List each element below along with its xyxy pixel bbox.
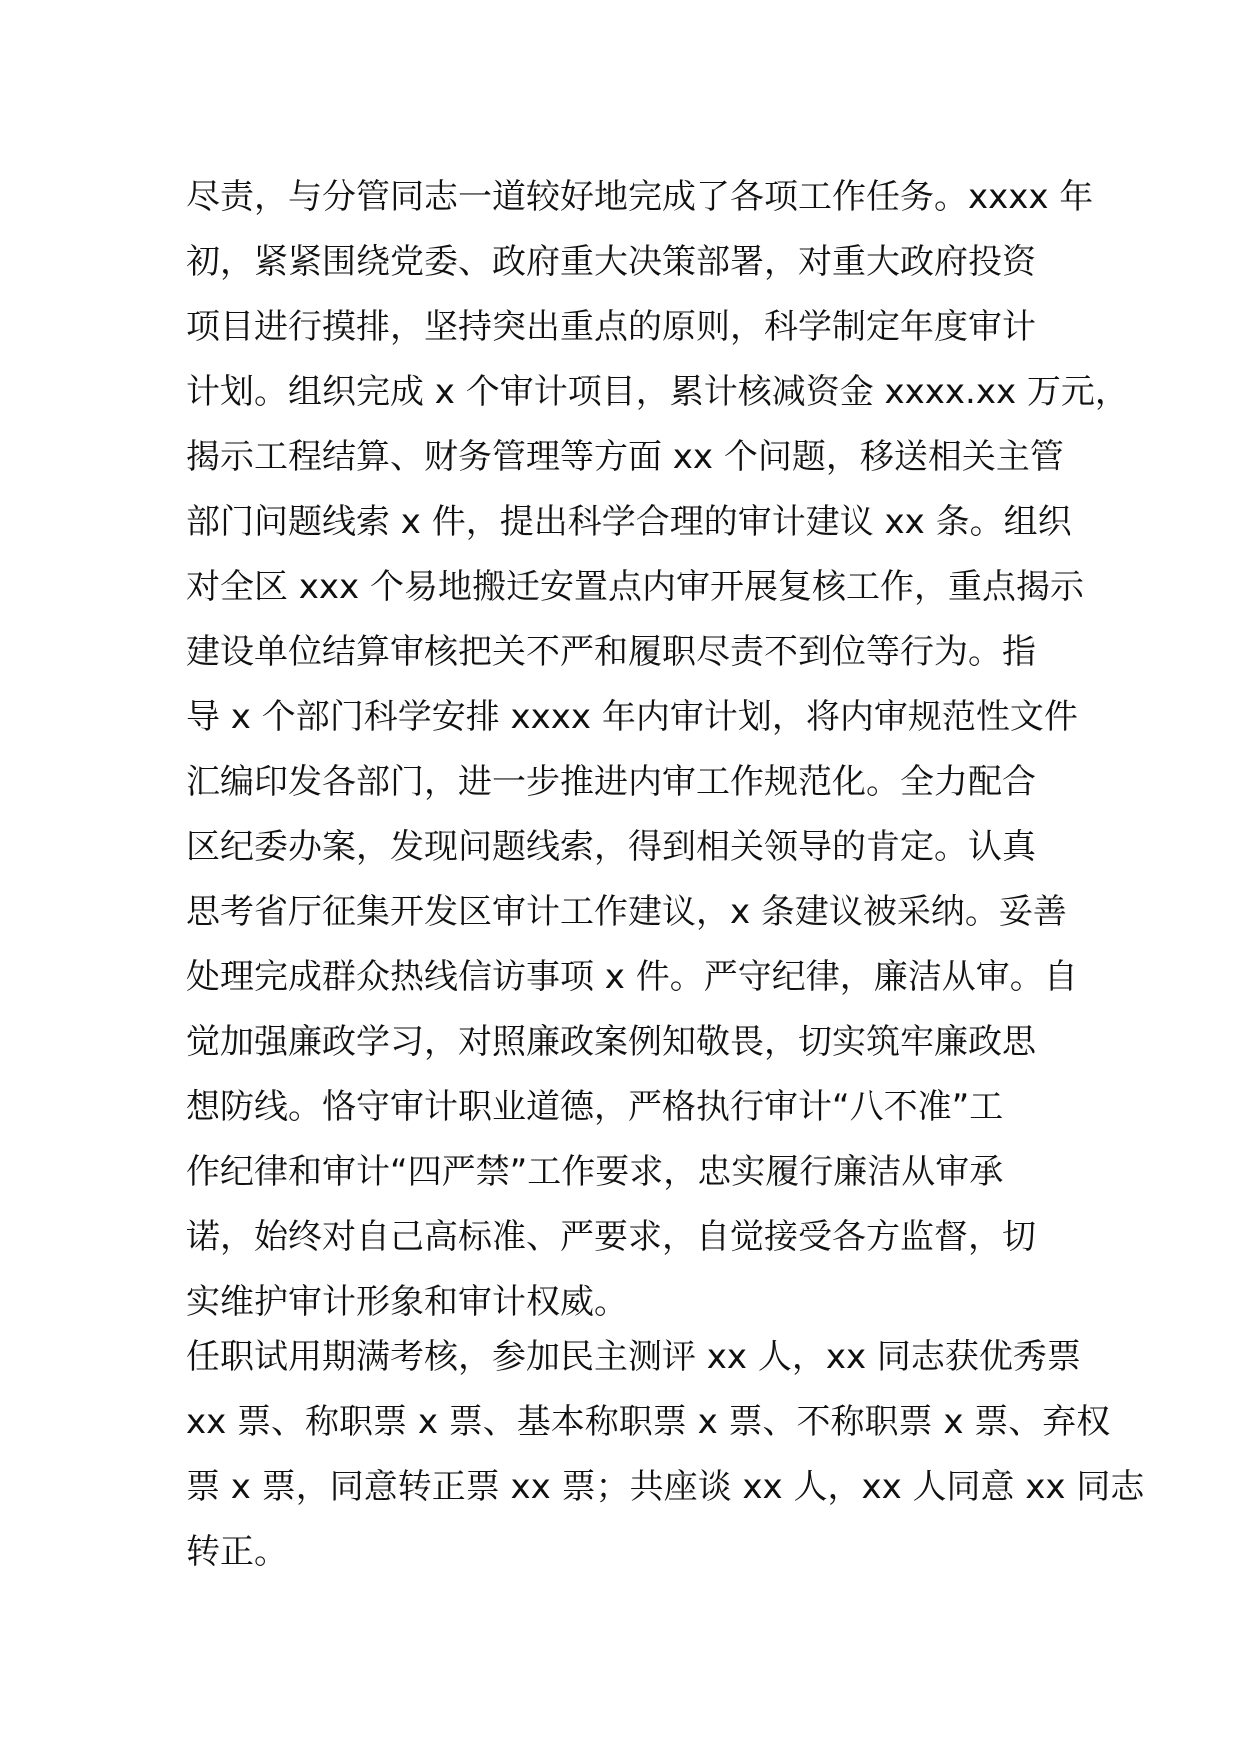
text-line: 部门问题线索 x 件，提出科学合理的审计建议 xx 条。组织 (186, 502, 1072, 542)
text-line: 计划。组织完成 x 个审计项目，累计核减资金 xxxx.xx 万元， (186, 372, 1129, 412)
text-line: 导 x 个部门科学安排 xxxx 年内审计划，将内审规范性文件 (186, 697, 1078, 737)
body-paragraph-2 (186, 1325, 1145, 1585)
text-line: 诺，始终对自己高标准、严要求，自觉接受各方监督，切 (186, 1217, 1036, 1257)
text-line: 票 x 票，同意转正票 xx 票；共座谈 xx 人，xx 人同意 xx 同志 (186, 1467, 1145, 1507)
text-line: 实维护审计形象和审计权威。 (186, 1282, 628, 1322)
text-line: 尽责，与分管同志一道较好地完成了各项工作任务。xxxx 年 (186, 177, 1094, 217)
text-line: 初，紧紧围绕党委、政府重大决策部署，对重大政府投资 (186, 242, 1036, 282)
text-line: 思考省厅征集开发区审计工作建议，x 条建议被采纳。妥善 (186, 892, 1067, 932)
text-line: 汇编印发各部门，进一步推进内审工作规范化。全力配合 (186, 762, 1036, 802)
text-line: 觉加强廉政学习，对照廉政案例知敬畏，切实筑牢廉政思 (186, 1022, 1036, 1062)
text-line: 任职试用期满考核，参加民主测评 xx 人，xx 同志获优秀票 (186, 1337, 1081, 1377)
text-line: 处理完成群众热线信访事项 x 件。严守纪律，廉洁从审。自 (186, 957, 1078, 997)
text-line: 想防线。恪守审计职业道德，严格执行审计“八不准”工 (186, 1087, 1004, 1127)
text-line: xx 票、称职票 x 票、基本称职票 x 票、不称职票 x 票、弃权 (186, 1402, 1111, 1442)
text-line: 作纪律和审计“四严禁”工作要求，忠实履行廉洁从审承 (186, 1152, 1004, 1192)
text-line: 揭示工程结算、财务管理等方面 xx 个问题，移送相关主管 (186, 437, 1064, 477)
text-line: 区纪委办案，发现问题线索，得到相关领导的肯定。认真 (186, 827, 1036, 867)
body-paragraph-1 (186, 165, 1129, 1335)
text-line: 转正。 (186, 1532, 288, 1572)
text-line: 项目进行摸排，坚持突出重点的原则，科学制定年度审计 (186, 307, 1036, 347)
text-line: 建设单位结算审核把关不严和履职尽责不到位等行为。指 (186, 632, 1036, 672)
text-line: 对全区 xxx 个易地搬迁安置点内审开展复核工作，重点揭示 (186, 567, 1084, 607)
